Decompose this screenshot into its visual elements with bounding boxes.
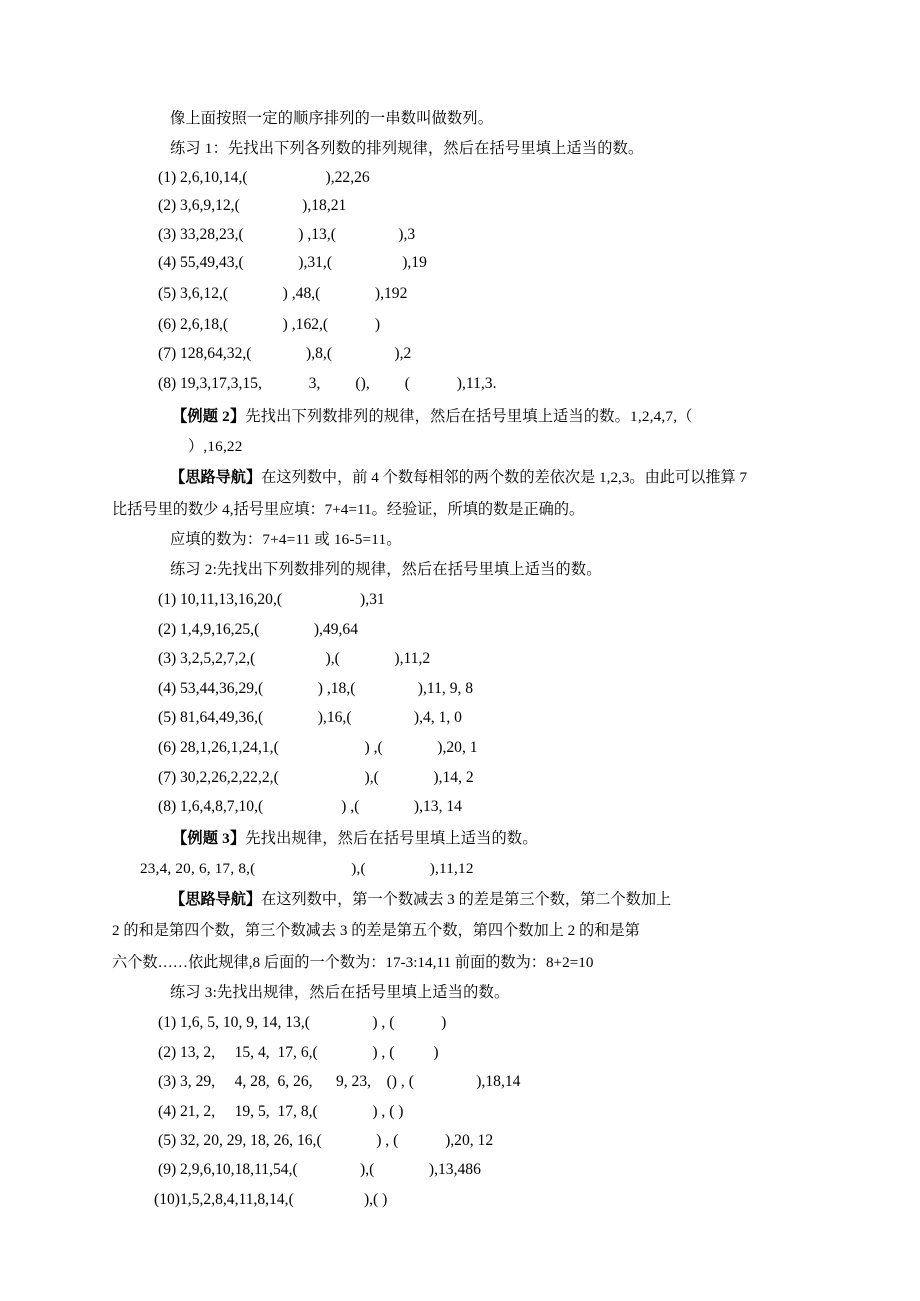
list-item-number: (6) [158,315,177,333]
list-item-number: (4) [158,679,177,697]
list-item-text: 2,9,6,10,18,11,54,( ),( ),13,486 [180,1161,481,1179]
list-item-text: 55,49,43,( ),31,( ),19 [180,254,427,272]
guide3-paragraph [140,884,780,916]
list-item-text: 1,6,4,8,7,10,( ) ,( ),13, 14 [180,798,462,816]
exercise3-heading: 练习 3:先找出规律，然后在括号里填上适当的数。 [170,984,510,1002]
list-item-text: 3,2,5,2,7,2,( ),( ),11,2 [180,650,431,668]
list-item-text: 3,6,12,( ) ,48,( ),192 [180,284,408,302]
guide3-line3: 六个数……依此规律,8 后面的一个数为：17-3:14,11 前面的数为：8+2=10 [112,953,594,971]
list-item-number: (3) [158,1073,177,1091]
list-item [140,585,780,615]
list-item [140,368,780,399]
guide3-label: 【思路导航】 [170,890,262,908]
list-item-text: 10,11,13,16,20,( ),31 [180,591,385,609]
exercise1-heading: 练习 1：先找出下列各列数的排列规律，然后在括号里填上适当的数。 [170,140,644,157]
list-item-number: (1) [158,1014,177,1032]
list-item-text: 30,2,26,2,22,2,( ),( ),14, 2 [180,768,474,786]
list-item-text: 3, 29, 4, 28, 6, 26, 9, 23, () , ( ),18,14 [180,1073,521,1091]
list-item-text: 81,64,49,36,( ),16,( ),4, 1, 0 [180,709,462,727]
list-item-number: (2) [158,197,177,215]
list-item-number: (8) [158,798,177,816]
list-item-number: (1) [158,169,177,186]
list-item [140,164,780,192]
list-item-number: (2) [158,1043,177,1061]
list-item-text: 1,6, 5, 10, 9, 14, 13,( ) , ( ) [180,1014,447,1032]
example3-label: 【例题 3】 [172,829,246,847]
list-item [140,674,780,704]
list-item-text: 28,1,26,1,24,1,( ) ,( ),20, 1 [180,739,478,756]
list-item-text: 2,6,18,( ) ,162,( ) [180,315,381,333]
guide2-line1: 在这列数中，前 4 个数每相邻的两个数的差依次是 1,2,3。由此可以推算 7 [261,469,748,487]
list-item [140,192,780,220]
list-item-number: (5) [158,1131,177,1149]
guide3-line2: 2 的和是第四个数，第三个数减去 3 的差是第五个数，第四个数加上 2 的和是第 [112,922,640,940]
guide2-label: 【思路导航】 [170,469,262,487]
list-item-number: (7) [158,344,177,362]
list-item [140,249,780,277]
answer2-paragraph: 应填的数为：7+4=11 或 16-5=11。 [170,531,402,549]
exercise2-heading: 练习 2:先找出下列数排列的规律，然后在括号里填上适当的数。 [170,561,602,579]
list-item [140,763,780,793]
list-item [140,278,780,309]
list-item-number: (1) [158,591,177,609]
list-item-number: (2) [158,620,177,638]
guide2-line2: 比括号里的数少 4,括号里应填：7+4=11。经验证，所填的数是正确的。 [112,500,585,518]
list-item-number: (5) [158,709,177,727]
example2-sequence-line: ）,16,22 [140,438,243,456]
list-item-text: 13, 2, 15, 4, 17, 6,( ) , ( ) [180,1043,439,1061]
list-item-number: (10) [154,1190,180,1208]
list-item [140,221,780,249]
list-item-text: 1,5,2,8,4,11,8,14,( ),( ) [180,1190,388,1208]
example2-label: 【例题 2】 [172,408,246,426]
list-item-number: (4) [158,1102,177,1120]
list-item [140,792,780,822]
list-item [140,733,780,763]
list-item [140,1067,780,1096]
list-item-number: (5) [158,284,177,302]
example2-paragraph [140,402,780,432]
list-item-text: 19,3,17,3,15, 3, (), ( ),11,3. [180,375,497,393]
exercise1-list [140,164,780,399]
list-item-number: (8) [158,375,177,393]
list-item-text: 32, 20, 29, 18, 26, 16,( ) , ( ),20, 12 [180,1131,494,1149]
list-item-number: (3) [158,650,177,668]
list-item-number: (3) [158,225,177,243]
example3-text: 先找出规律，然后在括号里填上适当的数。 [245,829,538,847]
exercise3-list [140,1008,780,1214]
list-item-text: 2,6,10,14,( ),22,26 [180,169,370,186]
list-item-text: 33,28,23,( ) ,13,( ),3 [180,225,416,243]
list-item [140,703,780,733]
list-item-number: (9) [158,1161,177,1179]
example3-sequence: 23,4, 20, 6, 17, 8,( ),( ),11,12 [140,859,474,877]
guide3-line1: 在这列数中，第一个数减去 3 的差是第三个数，第二个数加上 [261,890,672,908]
list-item [140,1097,780,1126]
list-item-text: 128,64,32,( ),8,( ),2 [180,344,412,362]
example3-paragraph [140,824,780,854]
document-content [112,104,780,1214]
exercise2-list [140,585,780,822]
list-item-text: 3,6,9,12,( ),18,21 [180,197,347,215]
list-item [140,1185,780,1214]
list-item [140,1126,780,1155]
list-item [140,1155,780,1184]
list-item-text: 21, 2, 19, 5, 17, 8,( ) , ( ) [180,1102,404,1120]
list-item-number: (6) [158,739,177,756]
list-item [140,340,780,368]
list-item [140,1038,780,1067]
list-item [140,1008,780,1037]
list-item-text: 53,44,36,29,( ) ,18,( ),11, 9, 8 [180,679,474,697]
intro-paragraph: 像上面按照一定的顺序排列的一串数叫做数列。 [170,110,494,127]
list-item-number: (4) [158,254,177,272]
list-item [140,615,780,645]
guide2-paragraph [140,462,780,494]
list-item-number: (7) [158,768,177,786]
list-item [140,644,780,674]
list-item [140,309,780,340]
example2-text: 先找出下列数排列的规律，然后在括号里填上适当的数。1,2,4,7,（ [245,408,693,426]
list-item-text: 1,4,9,16,25,( ),49,64 [180,620,359,638]
